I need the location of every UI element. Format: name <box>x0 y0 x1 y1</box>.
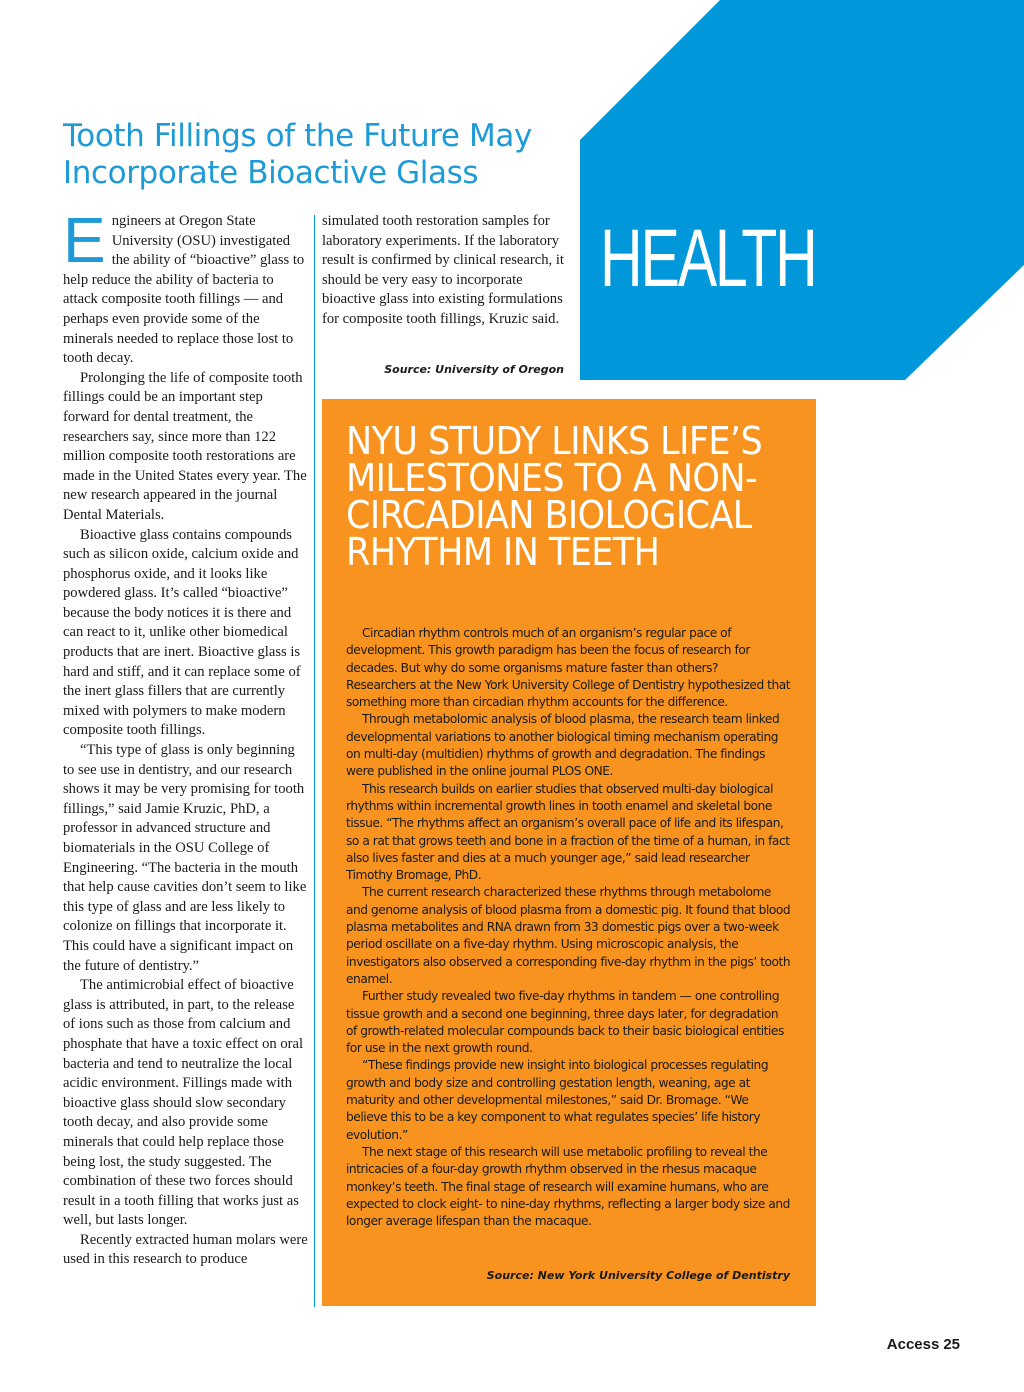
article1-source: Source: University of Oregon <box>384 363 564 376</box>
article2-body <box>346 625 791 1230</box>
article1-paragraph: Prolonging the life of composite tooth fillings could be an important step forward for dental treatment, the researchers say, since more than 122 million composite tooth restorations are made in the United States every year. The new research appeared in the journal Dental Materials. <box>63 369 307 523</box>
article1-paragraph: “This type of glass is only beginning to see use in dentistry, and our research shows it may be very promising for tooth fillings,” said Jamie Kruzic, PhD, a professor in advanced structure and biomaterials in the OSU College of Engineering. “The bacteria in the mouth that help cause cavities don’t seem to like this type of glass and are less likely to colonize on fillings that incorporate it. This could have a significant impact on the future of dentistry.” <box>63 742 307 974</box>
article1-continuation: simulated tooth restoration samples for laboratory experiments. If the laboratory result is confirmed by clinical research, it should be very easy to incorporate bioactive glass into existing formulations for composite tooth fillings, Kruzic said. <box>322 213 564 327</box>
article2-paragraph: “These findings provide new insight into biological processes regulating growth and body size and controlling gestation length, weaning, age at maturity and other developmental milestones,” said Dr. Bromage. “We believe this to be a key component to what regulates species’ life history evolution.” <box>346 1058 769 1142</box>
article1-paragraph: Bioactive glass contains compounds such as silicon oxide, calcium oxide and phosphorus oxide, and it looks like powdered glass. It’s called “bioactive” because the body notices it is there and can react to it, unlike other biomedical products that are inert. Bioactive glass is hard and stiff, and it can replace some of the inert glass fillers that are currently mixed with polymers to make modern composite tooth fillings. <box>63 526 301 739</box>
article2-source: Source: New York University College of Dentistry <box>486 1269 790 1282</box>
article1-column-right <box>322 212 567 330</box>
page-number: 25 <box>943 1336 960 1353</box>
column-divider <box>314 215 315 1307</box>
article1-paragraph: Recently extracted human molars were used in this research to produce <box>63 1231 308 1268</box>
article2-paragraph: Circadian rhythm controls much of an organism’s regular pace of development. This growth paradigm has been the focus of research for decades. But why do some organisms mature faster than others? Researchers at the New York University College of Dentistry hypothesized that something more than circadian rhythm accounts for the difference. <box>346 626 791 710</box>
drop-cap: E <box>63 204 106 276</box>
section-label: HEALTH <box>600 213 816 304</box>
article2-paragraph: The next stage of this research will use metabolic profiling to reveal the intricacies of a four-day growth rhythm observed in the rhesus macaque monkey’s teeth. The final stage of research will examine humans, who are expected to clock eight- to nine-day rhythms, reflecting a larger body size and longer average lifespan than the macaque. <box>346 1144 790 1229</box>
page-folio <box>860 1336 960 1353</box>
article1-column-left <box>63 204 309 1270</box>
article1-paragraph: The antimicrobial effect of bioactive glass is attributed, in part, to the release of ions such as those from calcium and phosphate that have a toxic effect on oral bacteria and tend to neutralize the local acidic environment. Fillings made with bioactive glass should slow secondary tooth decay, and also provide some minerals that could help replace those being lost, the study suggested. The combination of these two forces should result in a tooth filling that works just as well, but lasts longer. <box>63 977 304 1229</box>
article2-paragraph: This research builds on earlier studies that observed multi-day biological rhythms within incremental growth lines in tooth enamel and skeletal bone tissue. “The rhythms affect an organism’s overall pace of life and its lifespan, so a rat that grows teeth and bone in a fraction of the time of a human, in fact also lives faster and dies at a much younger age,” said lead researcher Timothy Bromage, PhD. <box>346 781 790 883</box>
section-banner <box>580 0 1024 380</box>
article2-paragraph: Through metabolomic analysis of blood plasma, the research team linked developmental variations to another biological timing mechanism operating on multi-day (multidien) rhythms of growth and degradation. The findings were published in the online journal PLOS ONE. <box>346 712 780 779</box>
magazine-name: Access <box>886 1336 940 1353</box>
article2-paragraph: Further study revealed two five-day rhythms in tandem — one controlling tissue growth and a second one beginning, three days later, for degradation of growth-related molecular compounds back to their basic biological entities for use in the next growth round. <box>346 989 784 1056</box>
article1-paragraph: Engineers at Oregon State University (OSU) investigated the ability of “bioactive” glass to help reduce the ability of bacteria to attack composite tooth fillings — and perhaps even provide some of the minerals needed to replace those lost to tooth decay. <box>63 204 305 367</box>
article2-title: NYU STUDY LINKS LIFE’S MILESTONES TO A NON-CIRCADIAN BIOLOGICAL RHYTHM IN TEETH <box>346 419 763 574</box>
article2-paragraph: The current research characterized these rhythms through metabolome and genome analysis of blood plasma from a domestic pig. It found that blood plasma metabolites and RNA drawn from 33 domestic pigs over a two-week period oscillate on a five-day rhythm. Using microscopic analysis, the investigators also observed a corresponding five-day rhythm in the pigs’ tooth enamel. <box>346 885 791 986</box>
article1-title: Tooth Fillings of the Future May Incorporate Bioactive Glass <box>63 118 532 191</box>
